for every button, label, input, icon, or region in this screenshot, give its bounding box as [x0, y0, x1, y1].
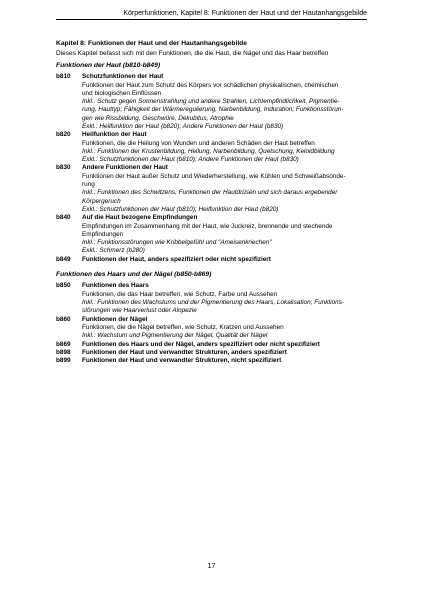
- entry-body: [82, 214, 367, 255]
- chapter-title: Kapitel 8: Funktionen der Haut und der Hautanhangsgebilde: [56, 40, 247, 47]
- section-heading: Funktionen des Haars und der Nägel (b850-b869): [56, 271, 212, 279]
- entry-note-line: Exkl.: Schutzfunktionen der Haut (b810); Heilfunktion der Haut (b820): [82, 205, 279, 213]
- entry-body: [82, 73, 367, 131]
- entry-code: b840: [56, 214, 71, 222]
- entry-code: b849: [56, 255, 71, 263]
- entry-body: [82, 164, 367, 214]
- entry-title: Auf die Haut bezogene Empfindungen: [82, 214, 198, 222]
- sections-container: [56, 62, 367, 366]
- entry-body: [82, 256, 367, 264]
- entry-title: Funktionen der Haut und verwandter Strukturen, nicht spezifiziert: [82, 357, 282, 365]
- entry-b899: [56, 357, 367, 365]
- entry-b869: [56, 341, 367, 349]
- entry-note-line: Inkl.: Funktionsstörungen wie Kribbelgefühl und "Ameisenkriechen": [82, 239, 272, 247]
- entry-description-line: und biologischen Einflüssen: [82, 89, 162, 97]
- entry-title: Andere Funktionen der Haut: [82, 164, 168, 172]
- entry-description-line: Empfindungen im Zusammenhang mit der Haut, wie Juckreiz, brennende und stechende: [82, 222, 333, 230]
- entry-description-line: Funktionen der Haut zum Schutz des Körpers vor schädlichen physikalischen, chemischen: [82, 81, 339, 89]
- entry-description-line: Funktionen, die die Heilung von Wunden und anderen Schäden der Haut betreffen: [82, 139, 315, 147]
- entry-note-line: Inkl.: Wachstum und Pigmentierung der Nägel, Qualität der Nägel: [82, 332, 268, 340]
- entry-note-line: Körpergeruch: [82, 197, 121, 205]
- entry-body: [82, 282, 367, 315]
- entry-code: b898: [56, 348, 71, 356]
- entry-note-line: störungen wie Haarverlust oder Alopezie: [82, 307, 197, 315]
- entry-note-line: Inkl.: Schutz gegen Sonnenstrahlung und andere Strahlen, Lichtempfindlichkeit, Pigmentie-: [82, 98, 340, 106]
- entry-description-line: Funktionen, die das Haar betreffen, wie Schutz, Farbe und Aussehen: [82, 290, 278, 298]
- entry-code: b899: [56, 357, 71, 365]
- entry-body: [82, 316, 367, 341]
- entry-note-line: rung, Hauttyp; Fähigkeit der Wärmeregulierung, Narbenbildung, Induration; Funktionsstörun-: [82, 106, 344, 114]
- entry-title: Funktionen der Haut, anders spezifiziert oder nicht spezifiziert: [82, 255, 271, 263]
- entry-title: Heilfunktion der Haut: [82, 131, 147, 139]
- entry-note-line: Inkl.: Funktionen der Krustenbildung, Heilung, Narbenbildung, Quetschung, Keloidbildung: [82, 147, 335, 155]
- entry-code: b869: [56, 340, 71, 348]
- entry-b810: [56, 73, 367, 131]
- entry-description-line: Funktionen, die die Nägel betreffen, wie Schutz, Kratzen und Aussehen: [82, 323, 284, 331]
- entry-description-line: Empfindungen: [82, 230, 124, 238]
- page-number: 17: [207, 563, 216, 570]
- running-header: Körperfunktionen, Kapitel 8: Funktionen der Haut und der Hautanhangsgebilde: [56, 10, 367, 20]
- entry-body: [82, 357, 367, 365]
- entry-title: Funktionen des Haars: [82, 282, 149, 290]
- entry-code: b810: [56, 73, 71, 81]
- entry-note-line: Inkl.: Funktionen des Schwitzens, Funktionen der Hautdrüsen und sich daraus ergebender: [82, 189, 338, 197]
- entry-title: Funktionen des Haars und der Nägel, anders spezifiziert oder nicht spezifiziert: [82, 340, 320, 348]
- section: [56, 62, 367, 264]
- entry-description-line: Funktionen der Haut außer Schutz und Wiederherstellung, wie Kühlen und Schweißabsonde-: [82, 172, 346, 180]
- entry-title: Funktionen der Nägel: [82, 315, 148, 323]
- entry-b830: [56, 164, 367, 214]
- entry-b820: [56, 131, 367, 164]
- entry-note-line: Exkl.: Schmerz (b280): [82, 247, 145, 255]
- chapter-intro: Dieses Kapitel befasst sich mit den Funktionen, die die Haut, die Nägel und das Haar betreffen: [56, 50, 329, 58]
- entry-description-line: rung: [82, 181, 95, 189]
- section-heading: Funktionen der Haut (b810-b849): [56, 61, 161, 69]
- entry-note-line: Exkl.: Heilfunktion der Haut (b820); Andere Funktionen der Haut (b830): [82, 123, 284, 130]
- entry-b840: [56, 214, 367, 255]
- entry-title: Funktionen der Haut und verwandter Strukturen, anders spezifiziert: [82, 348, 287, 356]
- entry-body: [82, 131, 367, 164]
- entry-note-line: gen wie Rissbildung, Geschwüre, Dekubitus, Atrophie: [82, 114, 234, 122]
- entry-code: b860: [56, 315, 71, 323]
- entry-code: b820: [56, 131, 71, 139]
- entry-body: [82, 341, 367, 349]
- entry-note-line: Inkl.: Funktionen des Wachstums und der Pigmentierung des Haars, Lokalisation; Funktions-: [82, 299, 345, 307]
- section: [56, 271, 367, 365]
- entry-title: Schutzfunktionen der Haut: [82, 73, 164, 81]
- entry-note-line: Exkl.: Schutzfunktionen der Haut (b810); Andere Funktionen der Haut (b830): [82, 156, 299, 164]
- entry-b898: [56, 349, 367, 357]
- entry-b849: [56, 256, 367, 264]
- entry-b850: [56, 282, 367, 315]
- entry-body: [82, 349, 367, 357]
- entry-b860: [56, 316, 367, 341]
- entry-code: b830: [56, 164, 71, 172]
- entry-code: b850: [56, 282, 71, 290]
